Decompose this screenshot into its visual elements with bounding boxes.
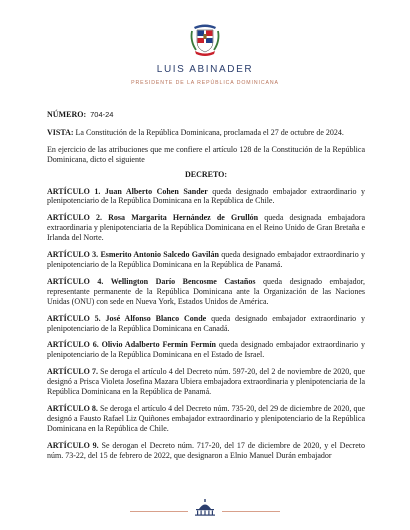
palace-dome-icon <box>192 498 218 516</box>
article-text: queda designado embajador extraordinario y plenipotenciario de la República Dominicana en la República de Panamá. <box>47 250 365 269</box>
article-person: Olivio Adalberto Fermín Fermín <box>98 340 216 350</box>
article-label: ARTÍCULO 7. <box>47 367 98 377</box>
article-label: ARTÍCULO 8. <box>47 403 98 413</box>
article-label: ARTÍCULO 4. <box>47 276 104 286</box>
footer-divider-left <box>130 511 188 512</box>
article-label: ARTÍCULO 6. <box>47 340 99 350</box>
vista-text: La Constitución de la República Dominicana, proclamada el 27 de octubre de 2024. <box>73 127 344 137</box>
article-label: ARTÍCULO 1. <box>47 186 101 196</box>
decree-body <box>47 110 365 460</box>
coat-of-arms-icon <box>188 21 222 57</box>
article-text: Se derogan el Decreto núm. 717-20, del 17 de diciembre de 2020, y el Decreto núm. 73-22, del 15 de febrero de 2022, que designaron a Elnio Manuel Durán embajador <box>47 440 365 460</box>
vista-label: VISTA: <box>47 127 74 137</box>
article-6 <box>47 340 365 360</box>
article-person: Rosa Margarita Hernández de Grullón <box>102 213 259 223</box>
article-8 <box>47 404 365 434</box>
article-person: Wellington Darío Bencosme Castaños <box>103 276 256 286</box>
vista-paragraph <box>47 128 365 138</box>
article-label: ARTÍCULO 3. <box>47 250 99 260</box>
article-label: ARTÍCULO 5. <box>47 313 101 323</box>
article-7 <box>47 367 365 397</box>
article-person: Juan Alberto Cohen Sander <box>100 186 208 196</box>
article-4 <box>47 277 365 307</box>
footer-divider-right <box>222 511 280 512</box>
article-text: queda designado embajador extraordinario y plenipotenciario de la República Dominicana en el Estado de Israel. <box>47 340 365 360</box>
article-person: Esmerito Antonio Salcedo Gavilán <box>98 250 219 260</box>
article-text: queda designado embajador extraordinario y plenipotenciario de la República Dominicana en Canadá. <box>47 313 365 333</box>
article-5 <box>47 314 365 334</box>
article-text: queda designado embajador extraordinario y plenipotenciario de la República Dominicana en la República de Chile. <box>47 186 365 206</box>
article-text: Se deroga el artículo 4 del Decreto núm. 735-20, del 29 de diciembre de 2020, que designó a Fausto Rafael Liz Quiñones embajador extraordinario y plenipotenciario de la República Dominicana en la República de Chile. <box>47 403 365 433</box>
article-label: ARTÍCULO 9. <box>47 440 99 450</box>
decree-number-label: NÚMERO: <box>47 110 87 119</box>
article-3 <box>47 250 365 270</box>
president-title: PRESIDENTE DE LA REPÚBLICA DOMINICANA <box>131 80 279 86</box>
president-name: LUIS ABINADER <box>156 64 254 75</box>
article-text: Se deroga el artículo 4 del Decreto núm. 597-20, del 2 de noviembre de 2020, que designó a Prisca Violeta Josefina Mazara Ubiera embajadora extraordinaria y plenipotenciaria de la República Dominicana en la República de Panamá. <box>47 367 365 397</box>
article-2 <box>47 213 365 243</box>
article-label: ARTÍCULO 2. <box>47 213 102 223</box>
decreto-heading: DECRETO: <box>184 169 228 179</box>
article-text: queda designada embajadora extraordinaria y plenipotenciaria de la República Dominicana en el Reino Unido de Gran Bretaña e Irlanda del Norte. <box>47 213 366 243</box>
article-person: José Alfonso Blanco Conde <box>100 313 207 323</box>
article-9 <box>47 441 365 461</box>
decree-number <box>47 110 365 120</box>
decree-number-value: 704-24 <box>90 110 114 119</box>
article-1 <box>47 187 365 207</box>
article-text: queda designado embajador, representante permanente de la República Dominicana ante la Organización de las Naciones Unidas (ONU) con sede en Nueva York, Estados Unidos de América. <box>47 276 365 306</box>
intro-paragraph: En ejercicio de las atribuciones que me confiere el artículo 128 de la Constitución de la República Dominicana, dicto el siguiente <box>47 144 365 164</box>
